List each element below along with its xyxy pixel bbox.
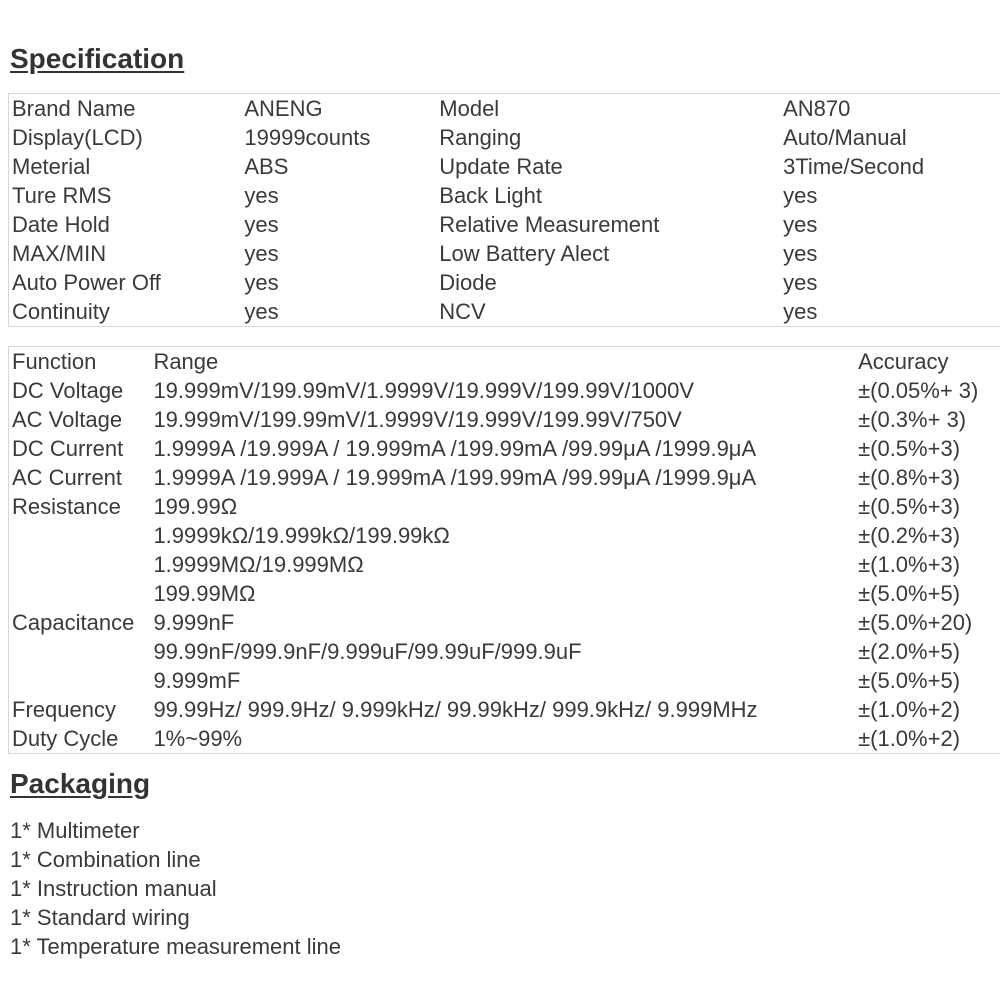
function-name: AC Current	[12, 465, 123, 490]
header-function: Function	[12, 349, 97, 374]
packaging-list	[10, 816, 341, 961]
function-row	[9, 579, 1000, 608]
spec-row	[9, 268, 1000, 297]
function-name	[9, 521, 151, 550]
function-name	[9, 637, 151, 666]
spec-label: Display(LCD)	[12, 125, 143, 150]
function-row	[9, 608, 1000, 637]
function-accuracy: ±(1.0%+2)	[858, 726, 961, 751]
function-row	[9, 376, 1000, 405]
specification-table-body	[9, 94, 1000, 327]
spec-value: ANENG	[244, 96, 323, 121]
spec-label: Model	[439, 96, 500, 121]
spec-row	[9, 123, 1000, 152]
function-name: Duty Cycle	[12, 726, 119, 751]
spec-row	[9, 297, 1000, 327]
function-row	[9, 521, 1000, 550]
function-range: 1.9999MΩ/19.999MΩ	[153, 552, 364, 577]
function-row	[9, 666, 1000, 695]
function-name: DC Current	[12, 436, 124, 461]
spec-label: Back Light	[439, 183, 542, 208]
spec-value: 19999counts	[244, 125, 371, 150]
function-range: 1.9999A /19.999A / 19.999mA /199.99mA /99.99μA /1999.9μA	[153, 465, 757, 490]
function-accuracy: ±(1.0%+3)	[858, 552, 961, 577]
packaging-item: 1* Instruction manual	[10, 876, 217, 901]
packaging-heading: Packaging	[10, 768, 151, 799]
spec-value: Auto/Manual	[783, 125, 907, 150]
spec-value: yes	[244, 212, 279, 237]
function-row	[9, 637, 1000, 666]
function-accuracy: ±(1.0%+2)	[858, 697, 961, 722]
function-row	[9, 724, 1000, 754]
function-accuracy: ±(5.0%+20)	[858, 610, 973, 635]
function-accuracy: ±(2.0%+5)	[858, 639, 961, 664]
spec-value: ABS	[244, 154, 289, 179]
function-range: 19.999mV/199.99mV/1.9999V/19.999V/199.99V/750V	[153, 407, 682, 432]
function-range: 1.9999kΩ/19.999kΩ/199.99kΩ	[153, 523, 450, 548]
spec-value: yes	[783, 270, 818, 295]
spec-label: Brand Name	[12, 96, 136, 121]
spec-value: yes	[783, 299, 818, 324]
spec-row	[9, 210, 1000, 239]
spec-value: yes	[244, 299, 279, 324]
function-table-body	[9, 347, 1000, 754]
function-row	[9, 695, 1000, 724]
spec-value: yes	[244, 183, 279, 208]
function-name	[9, 550, 151, 579]
spec-row	[9, 239, 1000, 268]
function-name: Resistance	[12, 494, 121, 519]
spec-value: 3Time/Second	[783, 154, 925, 179]
spec-value: AN870	[783, 96, 851, 121]
function-name: Capacitance	[12, 610, 135, 635]
function-range: 99.99Hz/ 999.9Hz/ 9.999kHz/ 99.99kHz/ 999.9kHz/ 9.999MHz	[153, 697, 758, 722]
function-accuracy: ±(5.0%+5)	[858, 668, 961, 693]
function-range: 1.9999A /19.999A / 19.999mA /199.99mA /99.99μA /1999.9μA	[153, 436, 757, 461]
function-accuracy: ±(0.8%+3)	[858, 465, 961, 490]
spec-label: NCV	[439, 299, 486, 324]
function-accuracy: ±(0.05%+ 3)	[858, 378, 979, 403]
function-range: 199.99Ω	[153, 494, 238, 519]
function-table	[8, 346, 1000, 754]
function-name	[9, 666, 151, 695]
function-range: 19.999mV/199.99mV/1.9999V/19.999V/199.99V/1000V	[153, 378, 695, 403]
function-accuracy: ±(0.5%+3)	[858, 494, 961, 519]
function-row	[9, 463, 1000, 492]
spec-value: yes	[244, 241, 279, 266]
spec-value: yes	[244, 270, 279, 295]
spec-label: Ranging	[439, 125, 522, 150]
spec-label: Diode	[439, 270, 497, 295]
function-range: 9.999mF	[153, 668, 241, 693]
function-accuracy: ±(0.3%+ 3)	[858, 407, 967, 432]
spec-row	[9, 181, 1000, 210]
specification-table	[8, 93, 1000, 327]
function-range: 199.99MΩ	[153, 581, 256, 606]
header-accuracy: Accuracy	[858, 349, 949, 374]
spec-label: Continuity	[12, 299, 110, 324]
function-row	[9, 492, 1000, 521]
function-range: 9.999nF	[153, 610, 235, 635]
spec-label: Update Rate	[439, 154, 563, 179]
function-row	[9, 434, 1000, 463]
spec-label: Relative Measurement	[439, 212, 660, 237]
packaging-item: 1* Multimeter	[10, 818, 140, 843]
function-range: 99.99nF/999.9nF/9.999uF/99.99uF/999.9uF	[153, 639, 582, 664]
spec-value: yes	[783, 212, 818, 237]
packaging-item: 1* Standard wiring	[10, 905, 190, 930]
function-name	[9, 579, 151, 608]
function-table-header-row	[9, 347, 1000, 377]
spec-label: Date Hold	[12, 212, 110, 237]
spec-value: yes	[783, 183, 818, 208]
spec-row	[9, 94, 1000, 124]
function-accuracy: ±(5.0%+5)	[858, 581, 961, 606]
function-row	[9, 405, 1000, 434]
function-name: DC Voltage	[12, 378, 124, 403]
specification-heading: Specification	[10, 43, 185, 74]
function-accuracy: ±(0.5%+3)	[858, 436, 961, 461]
packaging-item: 1* Temperature measurement line	[10, 934, 341, 959]
spec-row	[9, 152, 1000, 181]
function-range: 1%~99%	[153, 726, 243, 751]
header-range: Range	[153, 349, 219, 374]
spec-label: Meterial	[12, 154, 91, 179]
spec-label: Low Battery Alect	[439, 241, 610, 266]
function-accuracy: ±(0.2%+3)	[858, 523, 961, 548]
function-name: AC Voltage	[12, 407, 123, 432]
spec-value: yes	[783, 241, 818, 266]
spec-label: Auto Power Off	[12, 270, 161, 295]
spec-label: MAX/MIN	[12, 241, 107, 266]
function-row	[9, 550, 1000, 579]
spec-label: Ture RMS	[12, 183, 112, 208]
function-name: Frequency	[12, 697, 116, 722]
packaging-item: 1* Combination line	[10, 847, 201, 872]
